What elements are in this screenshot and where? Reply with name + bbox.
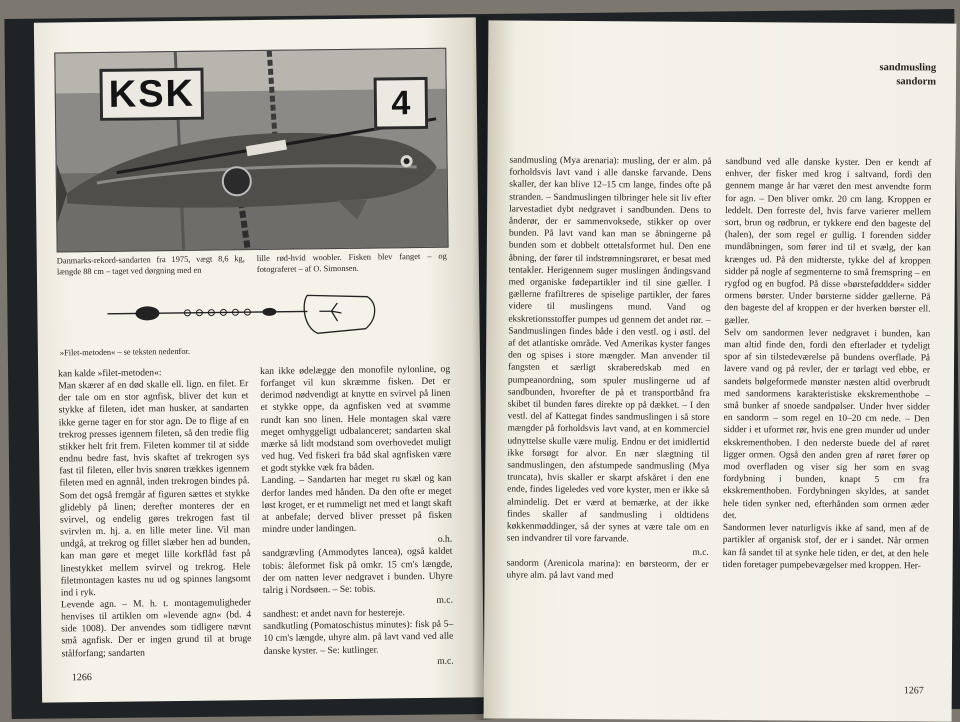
paragraph: Man skærer af en død skalle ell. lign. en filet. Er der tale om en stor agnfisk, bliver det kun et stykke af fileten, idet man husker, at sandarten ikke gerne tager en for stor agn. De to flige af en trekrog presses igennem fileten, så den tredie flig stikker helt frit frem. Fileten kommer til at sidde endnu bedre fast, hvis skaftet af trekrogen sys fast til fileten, eller hvis snøren trækkes igennem fileten med en agnnål, inden trekrogen bindes på. Som det også fremgår af figuren sættes et stykke glidebly på linen; derefter monteres der en svirvel, og endelig gøres trekrogen fast til svirvlen m. hj. a. en lille meter line. Vil man undgå, at trekrog og fillet slæber hen ad bunden, kan man gøre et meget lille korkflåd fast på linestykket mellem svirvel og trekrog. Hele filetmontagen kastes nu ud og spinnes langsomt ind i ryk. (58, 378, 251, 599)
left-page (34, 17, 484, 702)
boat-sign-ksk: KSK (99, 68, 204, 121)
entry-sandhest: sandhest: et andet navn for hestereje. (263, 607, 405, 621)
running-head-last: sandorm (896, 76, 937, 88)
paragraph: Sandormen lever naturligvis ikke af sand, men af de partikler af organisk stof, der er i sandet. Når ormen kan få sandet til at synke hele tiden, er det, at den hele tiden foretager pumpebevægelser med kroppen. Her- (722, 523, 929, 572)
left-page-column-2 (260, 364, 454, 670)
left-page-column-1 (58, 366, 252, 660)
filet-method-diagram (107, 288, 388, 341)
author-initials: m.c. (692, 547, 709, 558)
entry-sandmusling: sandmusling (Mya arenaria): musling, der er alm. på forholdsvis lavt vand i alle danske farvande. Dens skaller, der kan blive 12–15 cm lange, findes ofte på stranden. – Sandmuslingen tilbringer hele sit liv efter larvestadiet dybt nedgravet i sandbunden. Dens to ånderør, der er sammenvoksede, stikker op over bunden. På lavt vand kan man se åbningerne på bunden som et dobbelt ottetalsformet hul. Den ene åbning, der fører til indstrømningsrøret, er besat med tentakler. Herigennem suger muslingen åndingsvand med organiske fødepartikler ind til sine gæller. I gællerne frafiltreres de spiselige partikler, der føres videre til muslingens mund. Vand og ekskretionsstoffer pumpes ud gennem det andet rør. – Sandmuslingen findes både i den vestl. og i østl. del af det atlantiske område. Ved Amerikas kyster fanges den og spises i store mængder. Man anvender til fangsten et særligt skraberedskab med en pumpeanordning, som spuler muslingerne ud af sandbunden, hvorefter de på et transportbånd fra skibet til bunden føres direkte op på dækket. – I den vestl. del af Kattegat findes sandmuslingen i så store mængder på forholdsvis lavt vand, at en kommerciel udnyttelse skulle være mulig. Endnu er det imidlertid ikke forsøgt for alvor. En nær slægtning til sandmuslingen, den afstumpede sandmusling (Mya truncata), hvis skaller er skarpt afskåret i den ene ende, findes ligeledes ved vore kyster, men er ikke så almindelig. Det er værd at bemærke, at der ikke findes skaller af sandmusling i oldtidens køkkenmøddinger, så der synes at være tale om en sen indvandrer til vore farvande. (506, 155, 712, 545)
author-initials: m.c. (437, 655, 454, 667)
entry-sandorm: sandorm (Arenicola marina): en børsteorm, der er uhyre alm. på lavt vand med (506, 558, 709, 582)
boat-sign-number: 4 (374, 77, 429, 130)
paragraph: kan kalde »filet-metoden«: (58, 367, 162, 380)
right-page (484, 20, 957, 721)
paragraph: Selv om sandormen lever nedgravet i bunden, kan man altid finde den, fordi den efterlader et tydeligt spor af sin tilstedeværelse på bundens overflade. På lavere vand og på revler, der er tørlagt ved ebbe, er sandets bølgeformede mønster næsten altid overbrudt med sandormens karakteristiske ekskrementhobe – små bunker af snoede sandpølser. Under hver sidder en sandorm – som regel en 10–20 cm nede. – Den sidder i et uformet rør, hvis ene gren munder ud under ekskrementhoben. I den nederste buede del af røret ligger ormen. Også den anden gren af røret fører op mod overfladen og viser sig her som en svag fordybning i bunden, knapt 5 cm fra ekskrementhoben. Fordybningen skyldes, at sandet hele tiden synker ned, efterhånden som ormen æder det. (722, 327, 931, 522)
page-number-right: 1267 (903, 685, 924, 697)
photo-caption-part2: lille rød-hvid woobler. Fisken blev fanget – og fotograferet – af O. Simonsen. (256, 251, 447, 275)
right-page-column-1 (507, 155, 712, 584)
paragraph: sandbund ved alle danske kyster. Den er kendt af enhver, der fisker med krog i saltvand, fordi den gennem mange år har været den mest anvendte form for agn. – Den bliver omkr. 20 cm lang. Kroppen er leddelt. Den forreste del, hvis farve varierer mellem sort, brun og rødbrun, er tykkere end den bageste del (halen), der som regel er gullig. I forenden sidder mundåbningen, som fører ind til et svælg, der kan krænges ud. På den midterste, tykke del af kroppen sidder på nogle af segmenterne to små fremspring – en rygfod og en bugfod. På disse »børsteføddder« sidder ormens børster. Under børsterne sidder gællerne. På den bageste del af kroppen er der hverken børster ell. gæller. (724, 157, 932, 326)
author-initials: o.h. (437, 533, 453, 546)
entry-sandgraevling: sandgrævling (Ammodytes lancea), også kaldet tobis: åleformet fisk på omkr. 15 cm's længde, der om natten lever nedgravet i bunden. Uhyre talrig i Nordsøen. – Se: tobis. (262, 545, 453, 596)
running-head (879, 61, 936, 89)
entry-sandkutling: sandkutling (Pomatoschistus minutes): fisk på 5–10 cm's længde, uhyre alm. på lavt vand ved alle danske kyster. – Se: kutlinger. (263, 618, 454, 657)
diagram-caption: »Filet-metoden« – se teksten nedenfor. (59, 346, 190, 358)
record-zander-photo (54, 48, 448, 253)
paragraph: Levende agn. – M. h. t. montagemuligheder henvises til artiklen om »levende agn« (bd. 4 side 1008). Der anvendes som tidligere nævnt små agnfisk. Der er ingen grund til at bruge stålforfang; sandarten (60, 597, 252, 660)
paragraph: kan ikke ødelægge den monofile nylonline, og forfanget vil kun skræmme fisken. Det er derimod nødvendigt at knytte en svirvel på linen et stykke oppe, da agnfisken ved at svømme rundt kan sno linen. Hele montagen skal være meget omhyggeligt udbalanceret; sandarten skal mærke så lidt modstand som overhovedet muligt ved hug. Ved fiskeri fra båd skal agnfisken være et godt stykke væk fra båden. (260, 363, 452, 475)
photo-caption-part1: Danmarks-rekord-sandarten fra 1975, vægt 8,6 kg, længde 88 cm – taget ved dørgning med en (56, 254, 245, 277)
right-page-column-2 (723, 156, 932, 572)
author-initials: m.c. (436, 594, 454, 606)
running-head-first: sandmusling (879, 62, 937, 74)
page-number-left: 1266 (71, 672, 92, 684)
paragraph: Landing. – Sandarten har meget ru skæl og kan derfor landes med hånden. Da den ofte er meget løst kroget, er et rummeligt net med et langt skaft at anbefale; derved bliver presset på fisken mindre under landingen. (261, 473, 452, 536)
